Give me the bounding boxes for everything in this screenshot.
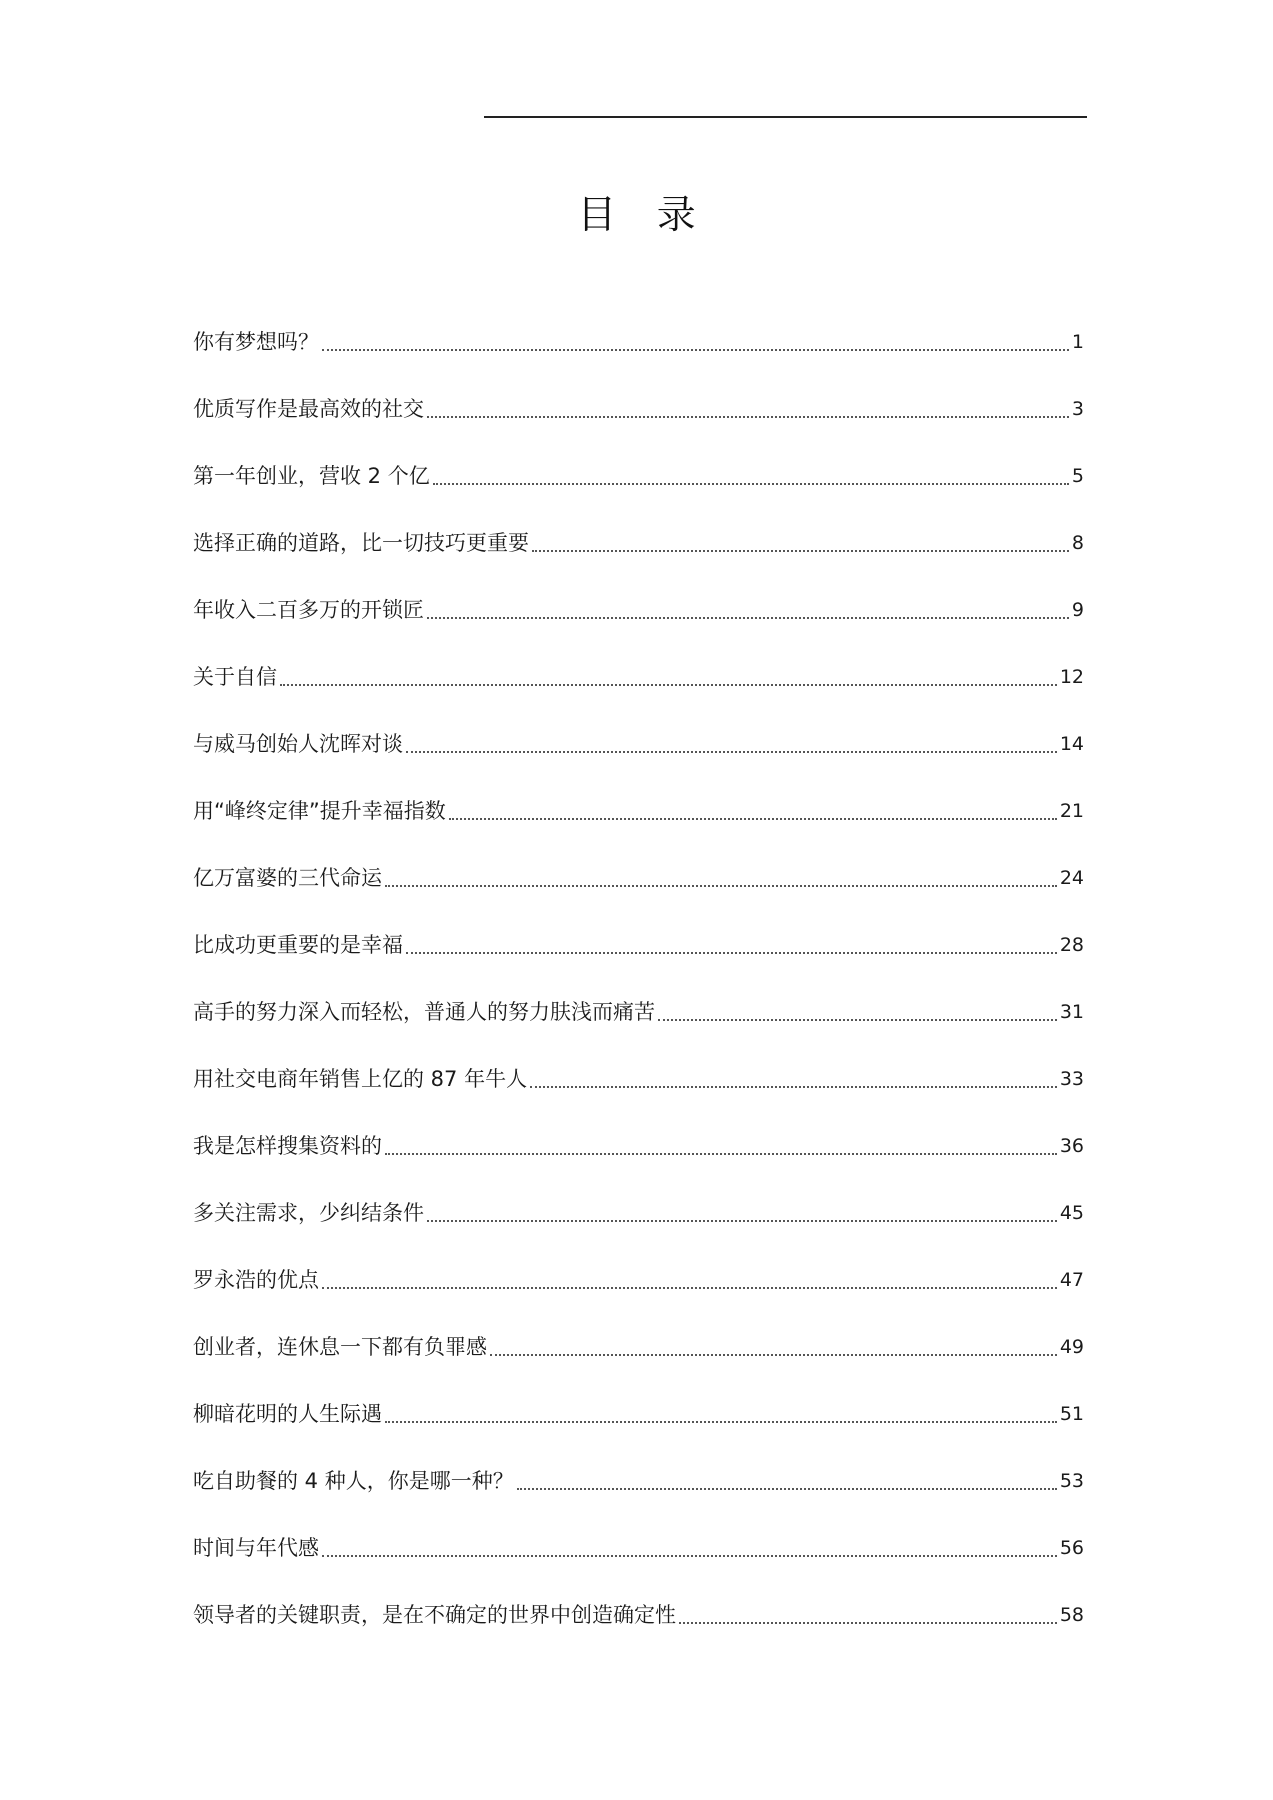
dot-leader bbox=[406, 952, 1057, 954]
dot-leader bbox=[322, 1555, 1057, 1557]
toc-entry-title: 选择正确的道路，比一切技巧更重要 bbox=[193, 531, 529, 555]
toc-page-number: 56 bbox=[1059, 1537, 1084, 1559]
dot-leader bbox=[532, 550, 1069, 552]
toc-page-number: 8 bbox=[1071, 532, 1084, 554]
toc-page-number: 1 bbox=[1071, 331, 1084, 353]
toc-page-number: 31 bbox=[1059, 1001, 1084, 1023]
toc-entry[interactable] bbox=[193, 1095, 1084, 1162]
toc-entry-title: 优质写作是最高效的社交 bbox=[193, 397, 424, 421]
toc-page-number: 28 bbox=[1059, 934, 1084, 956]
toc-entry[interactable] bbox=[193, 693, 1084, 760]
toc-entry-title: 吃自助餐的 4 种人，你是哪一种？ bbox=[193, 1469, 514, 1493]
toc-page-number: 14 bbox=[1059, 733, 1084, 755]
toc-page-number: 24 bbox=[1059, 867, 1084, 889]
toc-page-number: 9 bbox=[1071, 599, 1084, 621]
toc-page-number: 33 bbox=[1059, 1068, 1084, 1090]
toc-page-number: 58 bbox=[1059, 1604, 1084, 1626]
table-of-contents bbox=[193, 291, 1084, 1631]
toc-page-number: 47 bbox=[1059, 1269, 1084, 1291]
toc-entry[interactable] bbox=[193, 1564, 1084, 1631]
toc-page-number: 3 bbox=[1071, 398, 1084, 420]
toc-entry[interactable] bbox=[193, 1296, 1084, 1363]
toc-page-number: 36 bbox=[1059, 1135, 1084, 1157]
dot-leader bbox=[490, 1354, 1057, 1356]
toc-page-number: 5 bbox=[1071, 465, 1084, 487]
toc-entry[interactable] bbox=[193, 559, 1084, 626]
toc-entry[interactable] bbox=[193, 626, 1084, 693]
toc-entry-title: 关于自信 bbox=[193, 665, 277, 689]
toc-entry-title: 高手的努力深入而轻松，普通人的努力肤浅而痛苦 bbox=[193, 1000, 655, 1024]
toc-entry-title: 罗永浩的优点 bbox=[193, 1268, 319, 1292]
dot-leader bbox=[280, 684, 1057, 686]
toc-entry-title: 用“峰终定律”提升幸福指数 bbox=[193, 799, 446, 823]
toc-entry[interactable] bbox=[193, 358, 1084, 425]
toc-entry[interactable] bbox=[193, 291, 1084, 358]
toc-entry-title: 你有梦想吗？ bbox=[193, 330, 319, 354]
toc-entry[interactable] bbox=[193, 425, 1084, 492]
toc-entry[interactable] bbox=[193, 760, 1084, 827]
dot-leader bbox=[385, 885, 1057, 887]
toc-entry[interactable] bbox=[193, 1162, 1084, 1229]
dot-leader bbox=[427, 617, 1069, 619]
dot-leader bbox=[449, 818, 1057, 820]
dot-leader bbox=[517, 1488, 1057, 1490]
toc-entry-title: 第一年创业，营收 2 个亿 bbox=[193, 464, 430, 488]
dot-leader bbox=[406, 751, 1057, 753]
dot-leader bbox=[322, 349, 1069, 351]
toc-page-number: 21 bbox=[1059, 800, 1084, 822]
toc-entry-title: 时间与年代感 bbox=[193, 1536, 319, 1560]
toc-entry[interactable] bbox=[193, 1430, 1084, 1497]
toc-entry-title: 与威马创始人沈晖对谈 bbox=[193, 732, 403, 756]
page-title: 目 录 bbox=[577, 193, 710, 238]
toc-entry-title: 我是怎样搜集资料的 bbox=[193, 1134, 382, 1158]
toc-entry-title: 年收入二百多万的开锁匠 bbox=[193, 598, 424, 622]
dot-leader bbox=[322, 1287, 1057, 1289]
toc-entry-title: 比成功更重要的是幸福 bbox=[193, 933, 403, 957]
dot-leader bbox=[385, 1153, 1057, 1155]
toc-page-number: 51 bbox=[1059, 1403, 1084, 1425]
toc-entry[interactable] bbox=[193, 961, 1084, 1028]
toc-entry[interactable] bbox=[193, 492, 1084, 559]
dot-leader bbox=[658, 1019, 1057, 1021]
toc-page-number: 49 bbox=[1059, 1336, 1084, 1358]
header-rule bbox=[484, 116, 1087, 118]
toc-entry-title: 领导者的关键职责，是在不确定的世界中创造确定性 bbox=[193, 1603, 676, 1627]
toc-entry-title: 创业者，连休息一下都有负罪感 bbox=[193, 1335, 487, 1359]
toc-entry[interactable] bbox=[193, 1363, 1084, 1430]
toc-entry[interactable] bbox=[193, 894, 1084, 961]
toc-entry[interactable] bbox=[193, 1229, 1084, 1296]
toc-page-number: 53 bbox=[1059, 1470, 1084, 1492]
dot-leader bbox=[385, 1421, 1057, 1423]
dot-leader bbox=[427, 416, 1069, 418]
dot-leader bbox=[433, 483, 1069, 485]
toc-entry[interactable] bbox=[193, 1028, 1084, 1095]
toc-page-number: 12 bbox=[1059, 666, 1084, 688]
toc-entry[interactable] bbox=[193, 1497, 1084, 1564]
toc-page-number: 45 bbox=[1059, 1202, 1084, 1224]
toc-entry-title: 亿万富婆的三代命运 bbox=[193, 866, 382, 890]
dot-leader bbox=[679, 1622, 1057, 1624]
toc-entry-title: 柳暗花明的人生际遇 bbox=[193, 1402, 382, 1426]
toc-entry[interactable] bbox=[193, 827, 1084, 894]
toc-entry-title: 多关注需求，少纠结条件 bbox=[193, 1201, 424, 1225]
toc-entry-title: 用社交电商年销售上亿的 87 年牛人 bbox=[193, 1067, 528, 1091]
dot-leader bbox=[530, 1086, 1057, 1088]
dot-leader bbox=[427, 1220, 1057, 1222]
